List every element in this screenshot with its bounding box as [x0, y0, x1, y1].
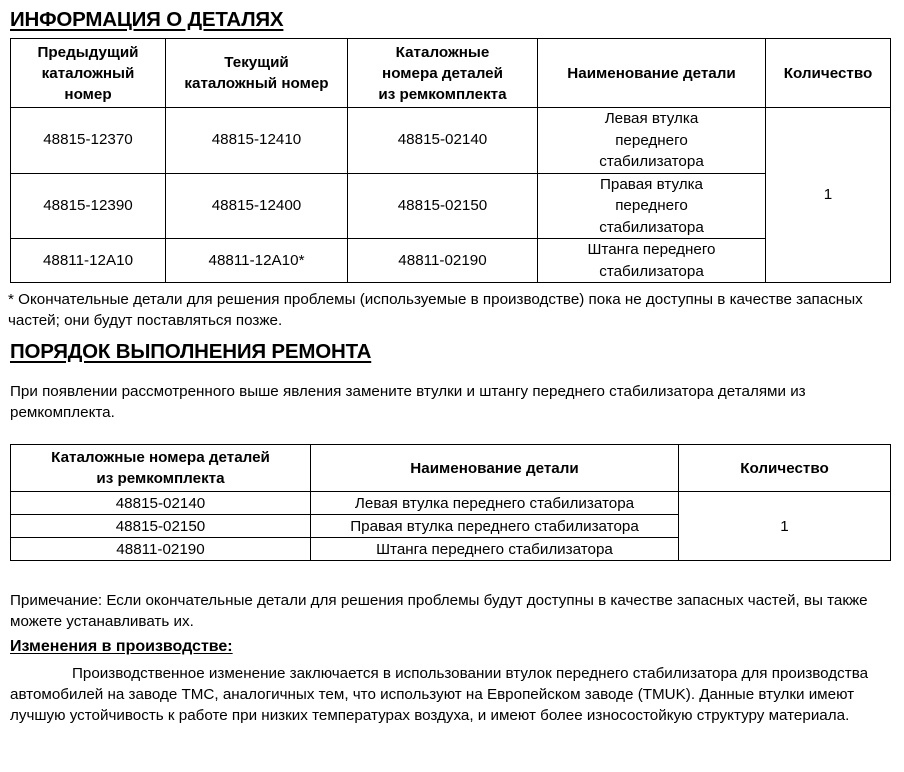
table-header-row [11, 39, 891, 108]
cell-part-name [538, 173, 766, 239]
part-name-line: стабилизатора [599, 218, 704, 236]
repair-intro-paragraph: При появлении рассмотренного выше явления замените втулки и штангу переднего стабилизатора деталями из ремкомплекта. [10, 383, 806, 421]
cell-part-name [538, 108, 766, 174]
cell-kit-part-number: 48811-02190 [11, 538, 311, 561]
cell-kit-part-number: 48815-02140 [11, 492, 311, 515]
cell-current-part-number: 48815-12400 [166, 173, 348, 239]
header-line: Количество [740, 459, 829, 477]
parts-table-footnote: * Окончательные детали для решения проблемы (используемые в производстве) пока не доступны в качестве запасных частей; они будут поставляться позже. [8, 291, 863, 329]
header-line: Количество [783, 64, 873, 82]
header-line: Каталожные номера деталей [51, 449, 270, 466]
cell-kit-part-number: 48811-02190 [348, 239, 538, 283]
part-name-line: Штанга переднего [587, 241, 716, 258]
cell-quantity: 1 [766, 108, 891, 283]
header-line: Текущий [224, 54, 289, 71]
header-line: каталожный номер [184, 75, 329, 92]
col-header-part-name [311, 445, 679, 492]
part-name-line: переднего [615, 197, 688, 214]
section-title-production-changes: Изменения в производстве: [10, 638, 233, 655]
header-line: из ремкомплекта [96, 470, 225, 487]
repair-kit-table [10, 444, 891, 561]
note-paragraph: Примечание: Если окончательные детали для решения проблемы будут доступны в качестве запасных частей, вы также можете устанавливать их. [10, 592, 868, 630]
table-row [11, 108, 891, 174]
header-line: номер [64, 85, 112, 103]
header-line: номера деталей [382, 64, 503, 82]
table-row [11, 492, 891, 515]
cell-part-name: Левая втулка переднего стабилизатора [311, 492, 679, 515]
col-header-previous-part-number [11, 39, 166, 108]
cell-previous-part-number: 48815-12390 [11, 173, 166, 239]
header-line: Наименование детали [410, 459, 579, 477]
cell-part-name: Штанга переднего стабилизатора [311, 538, 679, 561]
header-line: каталожный [41, 64, 135, 82]
table-header-row [11, 445, 891, 492]
production-changes-paragraph: Производственное изменение заключается в использовании втулок переднего стабилизатора для производства автомобилей на заводе TMC, аналогичных тем, что используют на Европейском заводе (TMUK). Данные втулки имеют лучшую устойчивость к работе при низких температурах воздуха, и имеют более износостойкую структуру материала. [10, 665, 869, 724]
table-head [11, 39, 891, 108]
cell-kit-part-number: 48815-02150 [11, 515, 311, 538]
cell-previous-part-number: 48811-12A10 [11, 239, 166, 283]
header-line: Предыдущий [37, 43, 139, 61]
parts-information-table [10, 38, 891, 283]
section-title-repair-order: ПОРЯДОК ВЫПОЛНЕНИЯ РЕМОНТА [10, 340, 372, 363]
table-body [11, 492, 891, 561]
col-header-quantity [766, 39, 891, 108]
cell-quantity: 1 [679, 492, 891, 561]
cell-current-part-number: 48815-12410 [166, 108, 348, 174]
part-name-line: Левая втулка [604, 110, 699, 127]
part-name-line: стабилизатора [599, 262, 704, 280]
col-header-quantity [679, 445, 891, 492]
part-name-line: Правая втулка [599, 175, 703, 193]
cell-current-part-number: 48811-12A10* [166, 239, 348, 283]
header-line: из ремкомплекта [378, 85, 507, 103]
cell-kit-part-number: 48815-02140 [348, 108, 538, 174]
header-line: Каталожные [395, 43, 490, 61]
part-name-line: переднего [615, 131, 688, 149]
table-body [11, 108, 891, 283]
cell-kit-part-number: 48815-02150 [348, 173, 538, 239]
part-name-line: стабилизатора [599, 153, 704, 170]
table-head [11, 445, 891, 492]
cell-part-name [538, 239, 766, 283]
cell-previous-part-number: 48815-12370 [11, 108, 166, 174]
col-header-kit-part-numbers [11, 445, 311, 492]
col-header-current-part-number [166, 39, 348, 108]
table-row [11, 173, 891, 239]
section-title-parts-info: ИНФОРМАЦИЯ О ДЕТАЛЯХ [10, 8, 284, 31]
col-header-kit-part-numbers [348, 39, 538, 108]
cell-part-name: Правая втулка переднего стабилизатора [311, 515, 679, 538]
col-header-part-name [538, 39, 766, 108]
header-line: Наименование детали [567, 64, 736, 82]
table-row [11, 239, 891, 283]
